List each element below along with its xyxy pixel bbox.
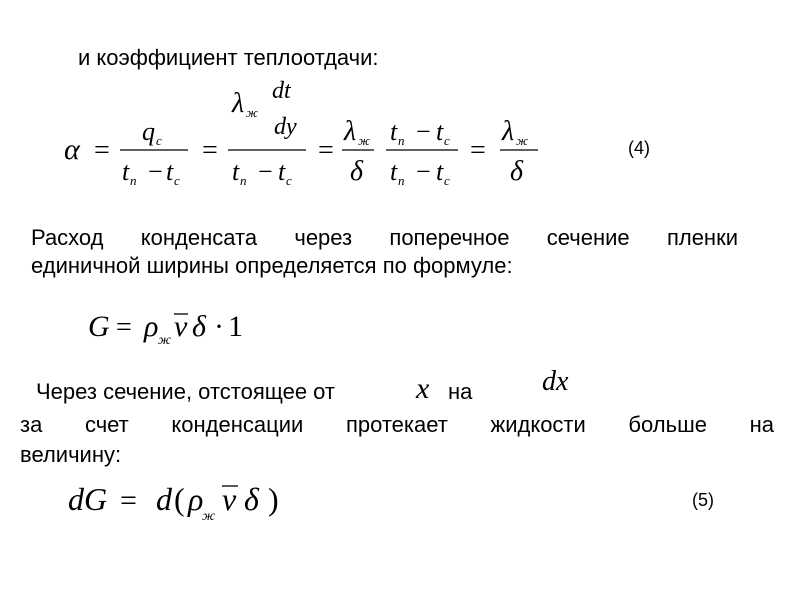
eq4-f4-t1-sub: п [398,133,405,148]
eqG-dot: · [214,310,224,343]
equation-G [88,302,288,352]
eq4-f4-t4-sub: с [444,173,450,188]
equation-5 [68,476,328,526]
eq4-f4-minus: − [416,117,431,146]
eq4-f2-t1: t [232,157,240,186]
paragraph-2-line-3: величину: [20,442,122,467]
eq5-rparen: ) [268,481,279,517]
eq4-eq1: = [94,135,110,166]
eq5-rho-sub: ж [202,509,216,524]
eq4-f1-t2-sub: с [174,173,180,188]
eqG-delta: δ [192,310,206,343]
eq4-eq3: = [318,135,334,166]
eq4-f1-t2: t [166,157,174,186]
paragraph-2-part-2: на [448,379,473,404]
paragraph-2-part-1: Через сечение, отстоящее от [36,379,336,404]
eq4-f1-t1-sub: п [130,173,137,188]
eq4-f2-minus: − [258,157,273,186]
eq4-f1-q: q [142,117,155,146]
eqG-rho-sub: ж [158,333,172,348]
equation-4 [60,78,620,192]
eq4-f4-t3: t [390,157,398,186]
eqG-one: 1 [228,310,243,343]
eq4-f3-delta: δ [350,156,364,187]
paragraph-2-line-2: за счет конденсации протекает жидкости больше на [20,412,774,437]
eq4-f2-lambda: λ [232,88,245,119]
eq4-f5-lambda-sub: ж [516,133,529,148]
eq5-dG: dG [68,481,108,517]
eq5-delta: δ [244,481,259,517]
eq4-f2-t1-sub: п [240,173,247,188]
paragraph-1-line-1: Расход конденсата через поперечное сечение пленки [31,225,738,250]
eq4-eq2: = [202,135,218,166]
eq4-f4-t1: t [390,117,398,146]
eqG-rho: ρ [144,310,159,343]
eqG-v: v [174,310,188,343]
eq4-f2-dy: dy [274,114,297,140]
eq5-rho: ρ [188,481,204,517]
eq4-f4-t2-sub: с [444,133,450,148]
paragraph-2-x: x [416,372,430,405]
equation-number-5: (5) [692,490,714,510]
eq4-f1-q-sub: с [156,133,162,148]
paragraph-1-line-2: единичной ширины определяется по формуле: [31,253,513,278]
eq4-f5-delta: δ [510,156,524,187]
eq4-f4-t2: t [436,117,444,146]
eq4-f3-lambda-sub: ж [358,133,371,148]
eq4-f4-minus2: − [416,157,431,186]
eq4-f1-t1: t [122,157,130,186]
eq4-f1-minus: − [148,157,163,186]
eq4-f2-dt: dt [272,78,291,104]
eq5-eq: = [120,484,137,517]
eqG-G: G [88,310,110,343]
eq5-v: v [222,481,237,517]
eq4-f3-lambda: λ [344,116,357,147]
eq4-f5-lambda: λ [502,116,515,147]
eq4-eq4: = [470,135,486,166]
eq5-lparen: ( [174,481,185,517]
eq5-d: d [156,481,172,517]
eq4-f2-t2-sub: с [286,173,292,188]
eq4-f2-t2: t [278,157,286,186]
paragraph-2-dx: dx [542,366,569,397]
eq4-f2-lambda-sub: ж [246,105,259,120]
equation-number-4: (4) [628,138,650,158]
eq4-f4-t4: t [436,157,444,186]
eqG-eq: = [116,312,132,343]
eq4-alpha: α [64,133,80,166]
eq4-f4-t3-sub: п [398,173,405,188]
intro-text: и коэффициент теплоотдачи: [78,45,379,70]
